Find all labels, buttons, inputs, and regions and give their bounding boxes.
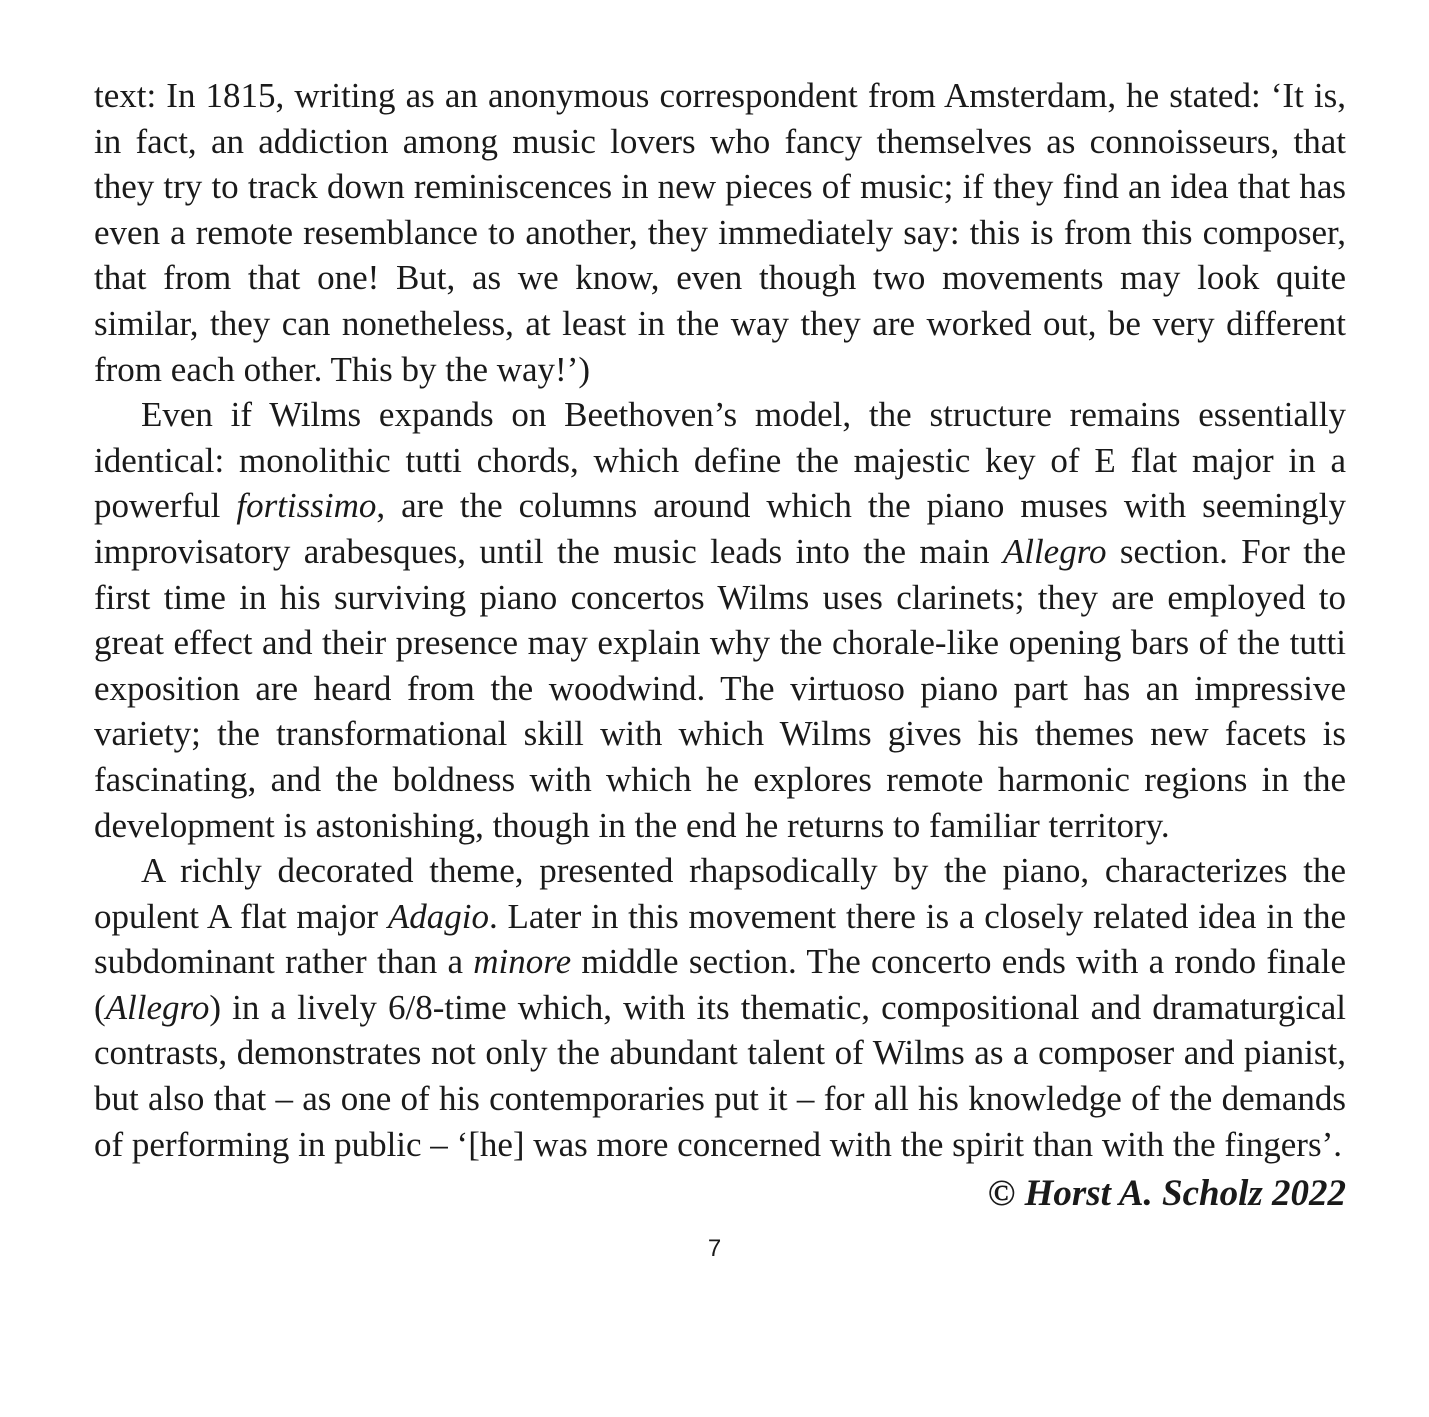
text-run: , are the columns around which the piano muses with seemingly improvisatory arabesques, until the music leads into the main	[94, 486, 1346, 571]
italic-term-adagio: Adagio	[387, 896, 489, 936]
text-run: . Later in this movement there is a closely related idea in the subdominant rather than a	[94, 896, 1346, 982]
italic-term-minore: minore	[473, 942, 572, 982]
italic-term-allegro: Allegro	[1002, 531, 1107, 571]
copyright-credit: © Horst A. Scholz 2022	[987, 1173, 1346, 1215]
text-run: ) in a lively 6/8-time which, with its thematic, compositional and dramaturgical contrasts, demonstrates not only the abundant talent of Wilms as a composer and pianist, but also that – as one of his contemporaries put it – for all his knowledge of the demands of performing in public – ‘[he] was more concerned with the spirit than with the fingers’.	[94, 987, 1346, 1164]
italic-term-allegro: Allegro	[105, 987, 210, 1027]
text-run: text: In 1815, writing as an anonymous correspondent from Amsterdam, he stated: ‘It is, in fact, an addiction among music lovers who fancy themselves as connoisseurs, that they try to track down reminiscences in new pieces of music; if they find an idea that has even a remote resemblance to another, they immediately say: this is from this composer, that from that one! But, as we know, even though two movements may look quite similar, they can nonetheless, at least in the way they are worked out, be very different from each other. This by the way!’)	[94, 76, 1346, 389]
text-run: Even if Wilms expands on Beethoven’s model, the structure remains essentially identical: monolithic tutti chords, which define the majestic key of E flat major in a powerful	[94, 395, 1346, 526]
italic-term-fortissimo: fortissimo	[236, 486, 377, 526]
text-run: middle section. The concerto ends with a rondo finale (	[94, 942, 1346, 1027]
document-body	[94, 73, 1346, 1217]
text-run: section. For the first time in his surviving piano concertos Wilms uses clarinets; they are employed to great effect and their presence may explain why the chorale-like opening bars of the tutti exposition are heard from the woodwind. The virtuoso piano part has an impressive variety; the transformational skill with which Wilms gives his themes new facets is fascinating, and the boldness with which he explores remote harmonic regions in the development is astonishing, though in the end he returns to familiar territory.	[94, 531, 1346, 845]
text-run: A richly decorated theme, presented rhapsodically by the piano, characterizes the opulent A flat major	[94, 851, 1346, 936]
page-number: 7	[707, 1235, 722, 1262]
paragraph-1	[94, 73, 1346, 392]
paragraph-2	[94, 392, 1346, 848]
paragraph-3	[94, 848, 1346, 1167]
